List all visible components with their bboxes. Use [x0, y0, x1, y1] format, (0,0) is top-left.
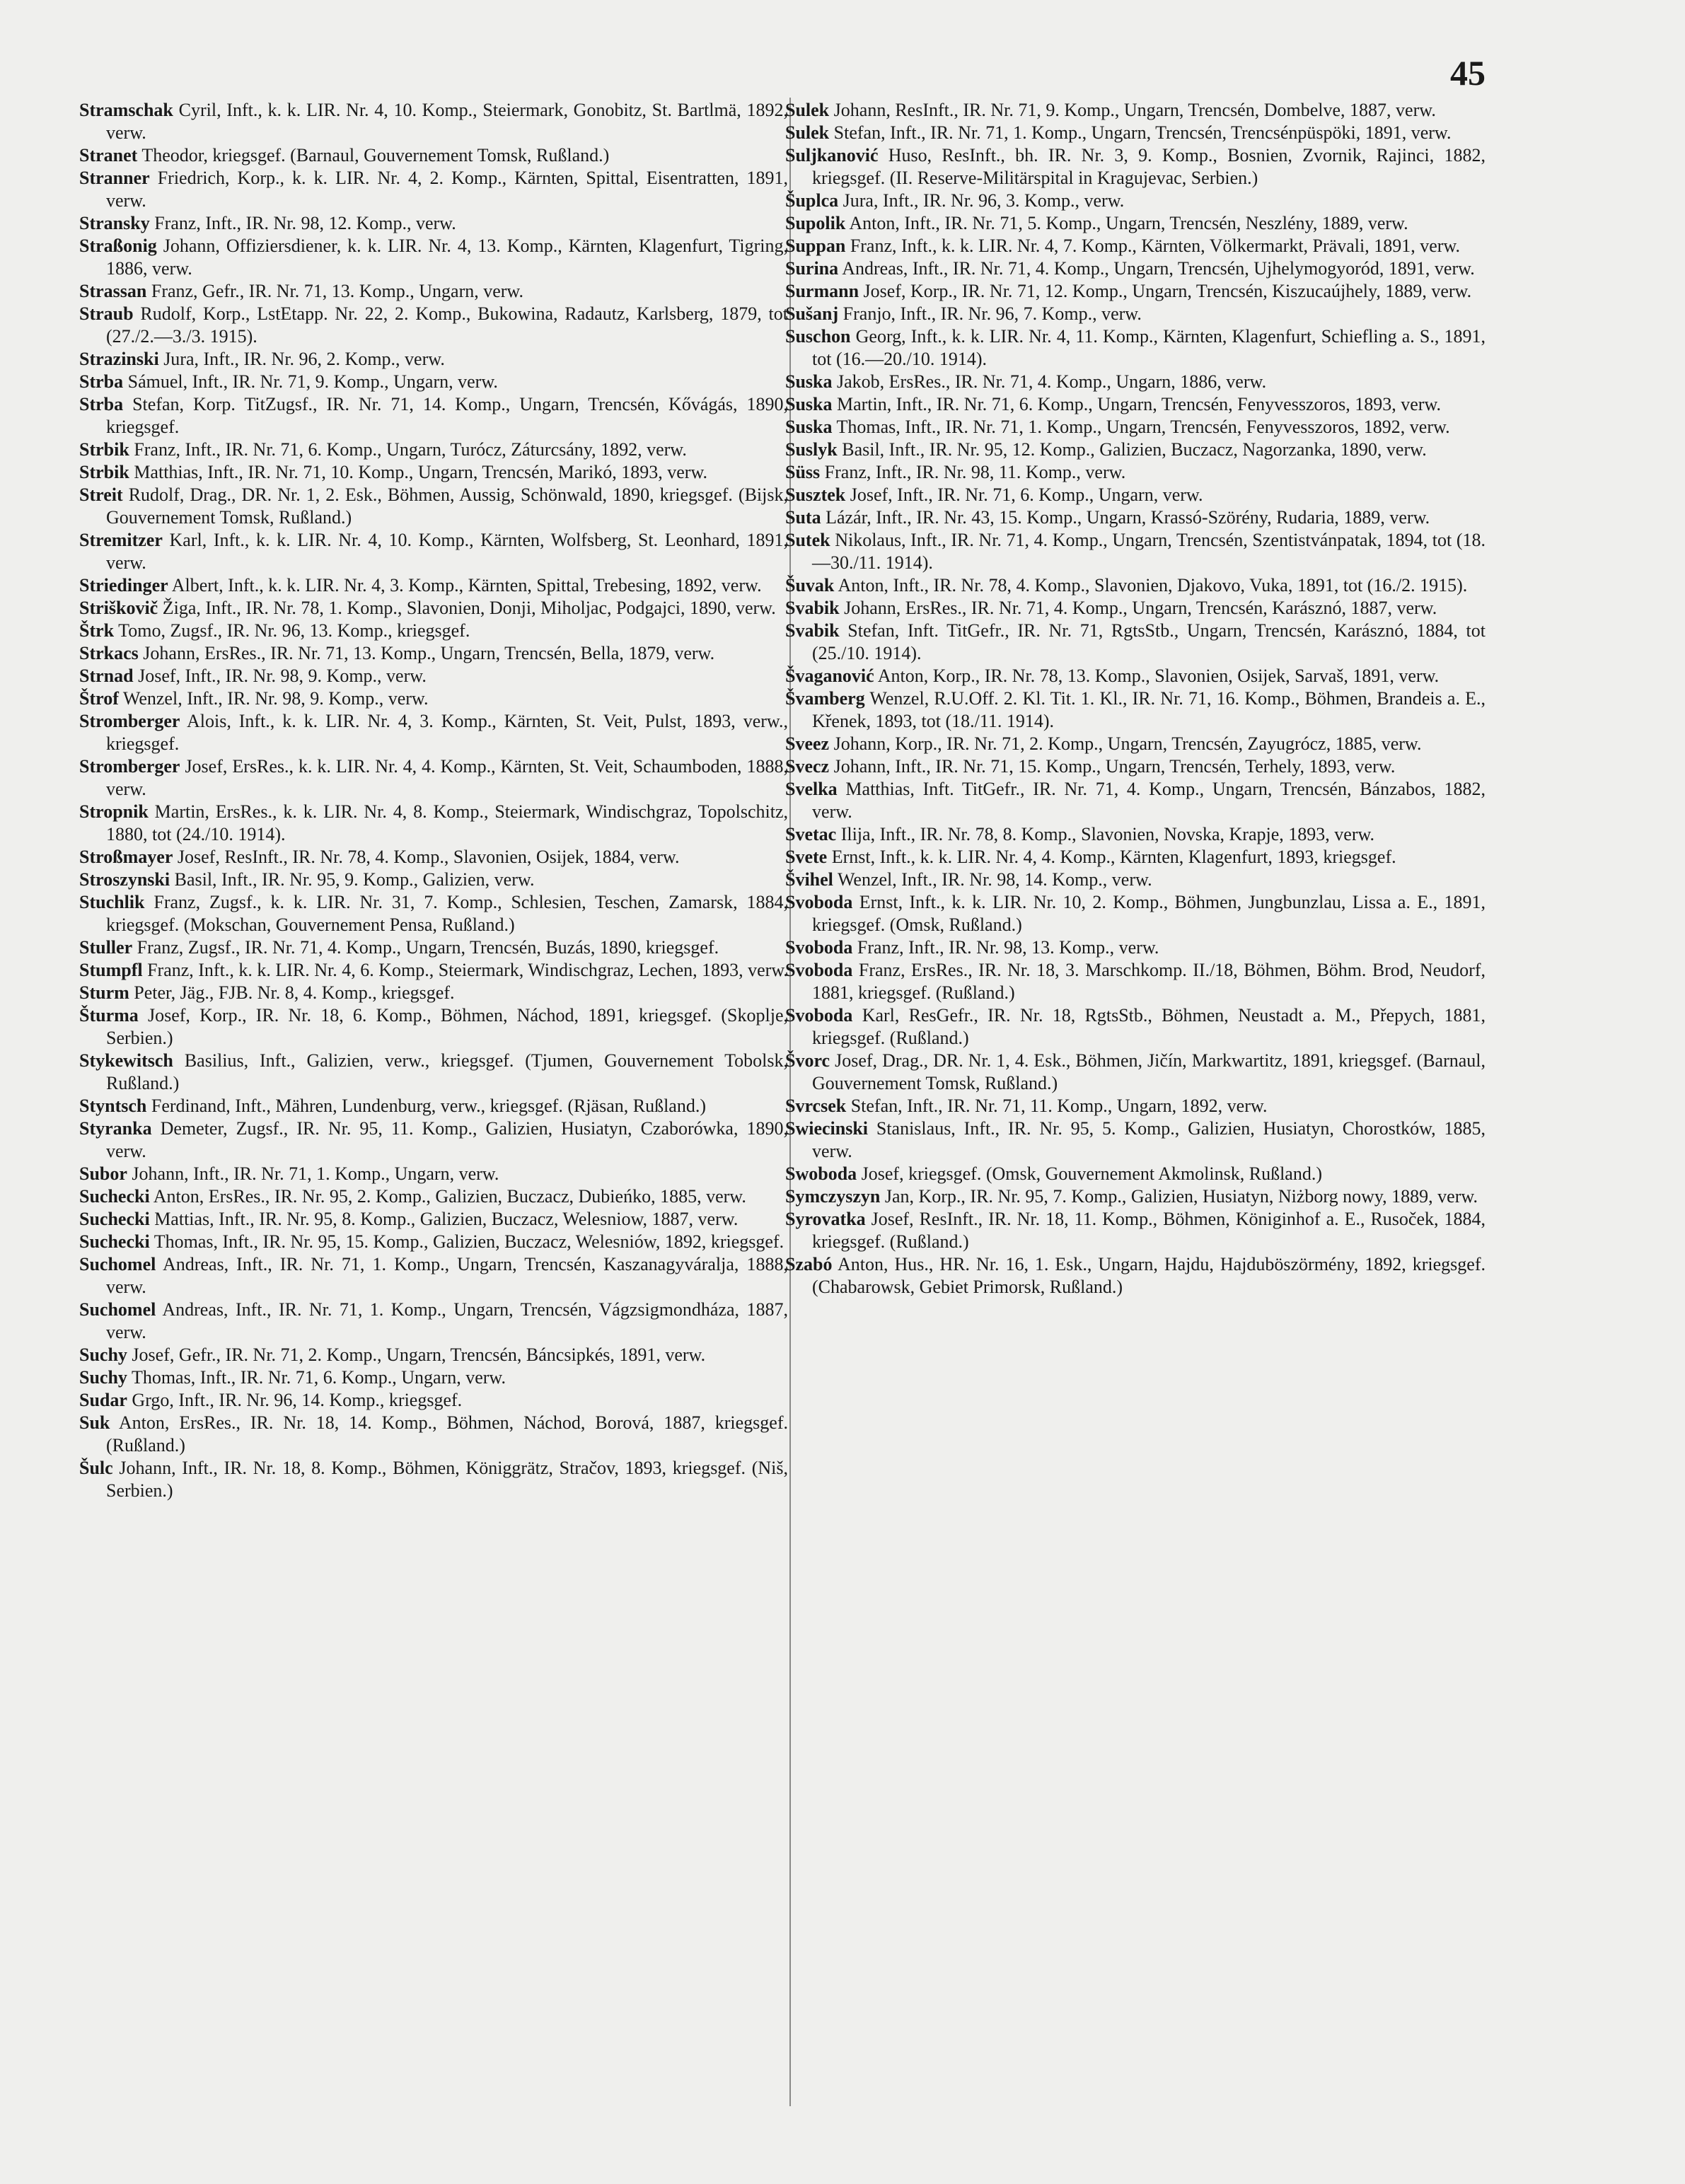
entry-details: Stefan, Inft., IR. Nr. 71, 11. Komp., Ungarn, 1892, verw.	[850, 1096, 1268, 1116]
entry-surname: Swiecinski	[785, 1118, 869, 1139]
entry-details: Josef, Korp., IR. Nr. 18, 6. Komp., Böhmen, Náchod, 1891, kriegsgef. (Skoplje, Serbien.)	[106, 1005, 788, 1048]
entry-details: Josef, ErsRes., k. k. LIR. Nr. 4, 4. Komp., Kärnten, St. Veit, Schaumboden, 1888, verw.	[106, 756, 788, 799]
list-entry	[785, 122, 1486, 144]
list-entry	[79, 620, 788, 642]
entry-details: Josef, Drag., DR. Nr. 1, 4. Esk., Böhmen, Jičín, Markwartitz, 1891, kriegsgef. (Barnaul, Gouvernement Tomsk, Rußland.)	[812, 1050, 1486, 1093]
list-entry	[785, 280, 1486, 303]
list-entry	[79, 371, 788, 393]
entry-surname: Stuchlik	[79, 892, 145, 912]
entry-details: Johann, ResInft., IR. Nr. 71, 9. Komp., Ungarn, Trencsén, Dombelve, 1887, verw.	[833, 100, 1436, 120]
entry-surname: Štrk	[79, 620, 115, 641]
entry-details: Johann, ErsRes., IR. Nr. 71, 4. Komp., Ungarn, Trencsén, Karásznó, 1887, verw.	[844, 598, 1437, 618]
list-entry	[785, 190, 1486, 212]
list-entry	[785, 1050, 1486, 1095]
list-entry	[785, 325, 1486, 371]
entry-details: Stefan, Inft. TitGefr., IR. Nr. 71, RgtsStb., Ungarn, Trencsén, Karásznó, 1884, tot (25./10. 1914).	[812, 620, 1486, 663]
list-entry	[785, 416, 1486, 438]
entry-details: Ernst, Inft., k. k. LIR. Nr. 4, 4. Komp., Kärnten, Klagenfurt, 1893, kriegsgef.	[831, 847, 1396, 867]
list-entry	[785, 257, 1486, 280]
list-entry	[79, 982, 788, 1004]
list-entry	[79, 1004, 788, 1050]
entry-details: Anton, Hus., HR. Nr. 16, 1. Esk., Ungarn, Hajdu, Hajduböszörmény, 1892, kriegsgef. (Chabarowsk, Gebiet Primorsk, Rußland.)	[812, 1254, 1486, 1297]
entry-details: Thomas, Inft., IR. Nr. 95, 15. Komp., Galizien, Buczacz, Welesniów, 1892, kriegsgef.	[154, 1231, 784, 1252]
list-entry	[785, 438, 1486, 461]
list-entry	[785, 733, 1486, 755]
list-entry	[79, 99, 788, 144]
entry-surname: Sutek	[785, 530, 830, 550]
list-entry	[785, 778, 1486, 823]
entry-details: Rudolf, Korp., LstEtapp. Nr. 22, 2. Komp., Bukowina, Radautz, Karlsberg, 1879, tot (27./2.—3./3. 1915).	[106, 303, 789, 347]
entry-details: Andreas, Inft., IR. Nr. 71, 1. Komp., Ungarn, Trencsén, Kaszanagyváralja, 1888, verw.	[106, 1254, 788, 1297]
entry-surname: Svete	[785, 847, 828, 867]
entry-surname: Suta	[785, 507, 821, 528]
entry-surname: Streit	[79, 484, 123, 505]
entry-surname: Suk	[79, 1412, 110, 1433]
list-entry	[79, 1412, 788, 1457]
entry-details: Anton, Korp., IR. Nr. 78, 13. Komp., Slavonien, Osijek, Sarvaš, 1891, verw.	[877, 666, 1440, 686]
entry-details: Jura, Inft., IR. Nr. 96, 2. Komp., verw.	[163, 349, 445, 369]
list-entry	[79, 1050, 788, 1095]
entry-details: Theodor, kriegsgef. (Barnaul, Gouvernement Tomsk, Rußland.)	[141, 145, 610, 165]
list-entry	[79, 642, 788, 665]
list-entry	[785, 303, 1486, 325]
entry-details: Franz, Zugsf., k. k. LIR. Nr. 31, 7. Komp., Schlesien, Teschen, Zamarsk, 1884, kriegsgef. (Mokschan, Gouvernement Pensa, Rußland.)	[106, 892, 788, 935]
entry-details: Ernst, Inft., k. k. LIR. Nr. 10, 2. Komp., Böhmen, Jungbunzlau, Lissa a. E., 1891, kriegsgef. (Omsk, Rußland.)	[812, 892, 1486, 935]
list-entry	[785, 461, 1486, 484]
entry-surname: Strbik	[79, 439, 129, 460]
list-entry	[79, 755, 788, 801]
entry-surname: Susztek	[785, 484, 846, 505]
list-entry	[785, 212, 1486, 235]
entry-surname: Suska	[785, 417, 833, 437]
entry-surname: Strba	[79, 371, 124, 392]
entry-surname: Stranet	[79, 145, 138, 165]
entry-surname: Svelka	[785, 779, 838, 799]
entry-surname: Striedinger	[79, 575, 168, 596]
list-entry	[79, 801, 788, 846]
entry-surname: Stuller	[79, 937, 133, 958]
list-entry	[79, 461, 788, 484]
list-entry	[79, 1389, 788, 1412]
list-entry	[785, 235, 1486, 257]
entry-details: Thomas, Inft., IR. Nr. 71, 6. Komp., Ungarn, verw.	[131, 1367, 506, 1388]
entry-details: Matthias, Inft., IR. Nr. 71, 10. Komp., Ungarn, Trencsén, Marikó, 1893, verw.	[134, 462, 708, 482]
entry-surname: Straub	[79, 303, 134, 324]
entry-surname: Sturm	[79, 982, 129, 1003]
entry-details: Josef, kriegsgef. (Omsk, Gouvernement Akmolinsk, Rußland.)	[861, 1163, 1323, 1184]
list-entry	[785, 371, 1486, 393]
entry-surname: Suska	[785, 394, 833, 414]
entry-surname: Svabik	[785, 620, 840, 641]
entry-details: Anton, Inft., IR. Nr. 78, 4. Komp., Slavonien, Djakovo, Vuka, 1891, tot (16./2. 1915).	[838, 575, 1468, 596]
list-entry	[785, 529, 1486, 574]
entry-surname: Suchy	[79, 1367, 127, 1388]
entry-details: Thomas, Inft., IR. Nr. 71, 1. Komp., Ungarn, Trencsén, Fenyvesszoros, 1892, verw.	[836, 417, 1450, 437]
entry-details: Nikolaus, Inft., IR. Nr. 71, 4. Komp., Ungarn, Trencsén, Szentistvánpatak, 1894, tot (18.—30./11. 1914).	[812, 530, 1486, 573]
entry-surname: Švaganović	[785, 666, 874, 686]
list-entry	[79, 438, 788, 461]
entry-surname: Šturma	[79, 1005, 139, 1026]
entry-details: Josef, Inft., IR. Nr. 71, 6. Komp., Ungarn, verw.	[850, 484, 1203, 505]
entry-details: Josef, Korp., IR. Nr. 71, 12. Komp., Ungarn, Trencsén, Kiszucaújhely, 1889, verw.	[863, 281, 1472, 301]
entry-surname: Svoboda	[785, 892, 853, 912]
entry-surname: Svetac	[785, 824, 837, 844]
list-entry	[79, 393, 788, 438]
entry-details: Josef, ResInft., IR. Nr. 78, 4. Komp., Slavonien, Osijek, 1884, verw.	[177, 847, 680, 867]
entry-surname: Stumpfl	[79, 960, 143, 980]
list-entry	[79, 1366, 788, 1389]
entry-surname: Strbik	[79, 462, 129, 482]
list-entry	[79, 1457, 788, 1502]
entry-surname: Svoboda	[785, 1005, 853, 1026]
list-entry	[79, 484, 788, 529]
list-entry	[785, 620, 1486, 665]
list-entry	[785, 891, 1486, 936]
list-entry	[785, 597, 1486, 620]
list-entry	[785, 1185, 1486, 1208]
entry-details: Josef, ResInft., IR. Nr. 18, 11. Komp., Böhmen, Königinhof a. E., Rusoček, 1884, kriegsgef. (Rußland.)	[812, 1209, 1486, 1252]
entry-details: Franz, Gefr., IR. Nr. 71, 13. Komp., Ungarn, verw.	[151, 281, 524, 301]
entry-details: Ilija, Inft., IR. Nr. 78, 8. Komp., Slavonien, Novska, Krapje, 1893, verw.	[840, 824, 1375, 844]
right-column	[785, 99, 1486, 1299]
entry-details: Ferdinand, Inft., Mähren, Lundenburg, verw., kriegsgef. (Rjäsan, Rußland.)	[151, 1096, 706, 1116]
entry-details: Basilius, Inft., Galizien, verw., kriegsgef. (Tjumen, Gouvernement Tobolsk, Rußland.)	[106, 1050, 789, 1093]
entry-surname: Suslyk	[785, 439, 838, 460]
list-entry	[785, 393, 1486, 416]
entry-surname: Syrovatka	[785, 1209, 866, 1229]
entry-details: Johann, Korp., IR. Nr. 71, 2. Komp., Ungarn, Trencsén, Zayugrócz, 1885, verw.	[833, 733, 1422, 754]
entry-surname: Stranner	[79, 168, 150, 188]
entry-details: Lázár, Inft., IR. Nr. 43, 15. Komp., Ungarn, Krassó-Szörény, Rudaria, 1889, verw.	[826, 507, 1430, 528]
entry-surname: Styranka	[79, 1118, 152, 1139]
entry-details: Anton, Inft., IR. Nr. 71, 5. Komp., Ungarn, Trencsén, Neszlény, 1889, verw.	[849, 213, 1408, 233]
list-entry	[785, 484, 1486, 506]
entry-surname: Suchomel	[79, 1254, 156, 1274]
entry-details: Martin, Inft., IR. Nr. 71, 6. Komp., Ungarn, Trencsén, Fenyvesszoros, 1893, verw.	[837, 394, 1442, 414]
entry-details: Johann, ErsRes., IR. Nr. 71, 13. Komp., Ungarn, Trencsén, Bella, 1879, verw.	[143, 643, 715, 663]
list-entry	[785, 823, 1486, 846]
entry-surname: Subor	[79, 1163, 127, 1184]
entry-surname: Suchy	[79, 1344, 127, 1365]
list-entry	[785, 846, 1486, 869]
entry-surname: Strnad	[79, 666, 134, 686]
list-entry	[79, 529, 788, 574]
entry-details: Johann, Inft., IR. Nr. 71, 15. Komp., Ungarn, Trencsén, Terhely, 1893, verw.	[833, 756, 1396, 777]
entry-details: Stanislaus, Inft., IR. Nr. 95, 5. Komp., Galizien, Husiatyn, Chorostków, 1885, verw.	[812, 1118, 1486, 1161]
list-entry	[785, 506, 1486, 529]
entry-surname: Švihel	[785, 869, 833, 890]
entry-surname: Švamberg	[785, 688, 865, 709]
list-entry	[785, 936, 1486, 959]
entry-details: Josef, Inft., IR. Nr. 98, 9. Komp., verw.	[138, 666, 427, 686]
entry-details: Albert, Inft., k. k. LIR. Nr. 4, 3. Komp., Kärnten, Spittal, Trebesing, 1892, verw.	[171, 575, 762, 596]
entry-surname: Svoboda	[785, 960, 853, 980]
entry-details: Friedrich, Korp., k. k. LIR. Nr. 4, 2. Komp., Kärnten, Spittal, Eisentratten, 1891, verw.	[106, 168, 788, 211]
entry-details: Karl, ResGefr., IR. Nr. 18, RgtsStb., Böhmen, Neustadt a. M., Přepych, 1881, kriegsgef. (Rußland.)	[812, 1005, 1486, 1048]
entry-details: Franz, Inft., IR. Nr. 98, 12. Komp., verw.	[154, 213, 456, 233]
list-entry	[785, 1095, 1486, 1117]
entry-details: Franz, Inft., IR. Nr. 98, 13. Komp., verw.	[857, 937, 1159, 958]
entry-details: Andreas, Inft., IR. Nr. 71, 1. Komp., Ungarn, Trencsén, Vágzsigmondháza, 1887, verw.	[106, 1299, 788, 1342]
entry-details: Georg, Inft., k. k. LIR. Nr. 4, 11. Komp., Kärnten, Klagenfurt, Schiefling a. S., 1891, tot (16.—20./10. 1914).	[812, 326, 1486, 369]
list-entry	[79, 212, 788, 235]
list-entry	[785, 1004, 1486, 1050]
entry-surname: Sušanj	[785, 303, 839, 324]
entry-surname: Svabik	[785, 598, 840, 618]
entry-surname: Šulc	[79, 1458, 113, 1478]
entry-details: Wenzel, Inft., IR. Nr. 98, 9. Komp., verw.	[122, 688, 429, 709]
entry-details: Martin, ErsRes., k. k. LIR. Nr. 4, 8. Komp., Steiermark, Windischgraz, Topolschitz, 1880, tot (24./10. 1914).	[106, 801, 788, 844]
entry-surname: Svrcsek	[785, 1096, 847, 1116]
entry-details: Alois, Inft., k. k. LIR. Nr. 4, 3. Komp., Kärnten, St. Veit, Pulst, 1893, verw., kriegsgef.	[106, 711, 788, 754]
entry-surname: Suchecki	[79, 1231, 150, 1252]
list-entry	[785, 687, 1486, 733]
list-entry	[79, 167, 788, 212]
entry-details: Franz, Inft., k. k. LIR. Nr. 4, 6. Komp., Steiermark, Windischgraz, Lechen, 1893, verw.	[147, 960, 788, 980]
list-entry	[79, 280, 788, 303]
list-entry	[785, 869, 1486, 891]
entry-details: Basil, Inft., IR. Nr. 95, 12. Komp., Galizien, Buczacz, Nagorzanka, 1890, verw.	[842, 439, 1427, 460]
entry-surname: Suchecki	[79, 1209, 150, 1229]
list-entry	[79, 303, 788, 348]
entry-surname: Suschon	[785, 326, 851, 347]
entry-surname: Svecz	[785, 756, 830, 777]
entry-details: Basil, Inft., IR. Nr. 95, 9. Komp., Galizien, verw.	[174, 869, 535, 890]
list-entry	[79, 710, 788, 755]
entry-surname: Strazinski	[79, 349, 159, 369]
entry-details: Tomo, Zugsf., IR. Nr. 96, 13. Komp., kriegsgef.	[118, 620, 470, 641]
page-number: 45	[1450, 53, 1486, 93]
entry-surname: Stromberger	[79, 711, 180, 731]
entry-details: Sámuel, Inft., IR. Nr. 71, 9. Komp., Ungarn, verw.	[127, 371, 498, 392]
list-entry	[79, 597, 788, 620]
entry-details: Stefan, Inft., IR. Nr. 71, 1. Komp., Ungarn, Trencsén, Trencsénpüspöki, 1891, verw.	[833, 122, 1452, 143]
list-entry	[785, 755, 1486, 778]
entry-surname: Surmann	[785, 281, 859, 301]
list-entry	[785, 1117, 1486, 1163]
list-entry	[785, 1163, 1486, 1185]
entry-surname: Sveez	[785, 733, 830, 754]
entry-surname: Styntsch	[79, 1096, 147, 1116]
entry-details: Franz, ErsRes., IR. Nr. 18, 3. Marschkomp. II./18, Böhmen, Böhm. Brod, Neudorf, 1881, kriegsgef. (Rußland.)	[812, 960, 1486, 1003]
list-entry	[785, 144, 1486, 190]
entry-surname: Suchomel	[79, 1299, 156, 1320]
entry-surname: Švorc	[785, 1050, 830, 1071]
list-entry	[79, 1231, 788, 1253]
entry-details: Demeter, Zugsf., IR. Nr. 95, 11. Komp., Galizien, Husiatyn, Czaborówka, 1890, verw.	[106, 1118, 789, 1161]
entry-surname: Strassan	[79, 281, 147, 301]
entry-details: Cyril, Inft., k. k. LIR. Nr. 4, 10. Komp., Steiermark, Gonobitz, St. Bartlmä, 1892, verw.	[106, 100, 789, 143]
entry-surname: Stroßmayer	[79, 847, 173, 867]
entry-surname: Suppan	[785, 236, 846, 256]
entry-surname: Svoboda	[785, 937, 853, 958]
entry-details: Rudolf, Drag., DR. Nr. 1, 2. Esk., Böhmen, Aussig, Schönwald, 1890, kriegsgef. (Bijsk, Gouvernement Tomsk, Rußland.)	[106, 484, 788, 528]
entry-surname: Strba	[79, 394, 124, 414]
entry-surname: Stransky	[79, 213, 150, 233]
entry-details: Andreas, Inft., IR. Nr. 71, 4. Komp., Ungarn, Trencsén, Ujhelymogyoród, 1891, verw.	[842, 258, 1475, 279]
list-entry	[79, 891, 788, 936]
list-entry	[79, 235, 788, 280]
entry-surname: Stramschak	[79, 100, 173, 120]
entry-surname: Szabó	[785, 1254, 833, 1274]
entry-surname: Striškovič	[79, 598, 158, 618]
entry-surname: Süss	[785, 462, 821, 482]
entry-details: Johann, Inft., IR. Nr. 71, 1. Komp., Ungarn, verw.	[132, 1163, 499, 1184]
list-entry	[79, 936, 788, 959]
entry-details: Jan, Korp., IR. Nr. 95, 7. Komp., Galizien, Husiatyn, Niżborg nowy, 1889, verw.	[884, 1186, 1478, 1207]
entry-details: Anton, ErsRes., IR. Nr. 18, 14. Komp., Böhmen, Náchod, Borová, 1887, kriegsgef. (Rußland.)	[106, 1412, 788, 1456]
entry-details: Huso, ResInft., bh. IR. Nr. 3, 9. Komp., Bosnien, Zvornik, Rajinci, 1882, kriegsgef. (II. Reserve-Militärspital in Kragujevac, Serbien.)	[812, 145, 1486, 188]
entry-details: Franz, Zugsf., IR. Nr. 71, 4. Komp., Ungarn, Trencsén, Buzás, 1890, kriegsgef.	[137, 937, 719, 958]
entry-details: Matthias, Inft. TitGefr., IR. Nr. 71, 4. Komp., Ungarn, Trencsén, Bánzabos, 1882, verw.	[812, 779, 1486, 822]
list-entry	[79, 1344, 788, 1366]
entry-details: Franz, Inft., IR. Nr. 98, 11. Komp., verw.	[824, 462, 1126, 482]
entry-details: Franz, Inft., k. k. LIR. Nr. 4, 7. Komp., Kärnten, Völkermarkt, Prävali, 1891, verw.	[850, 236, 1460, 256]
entry-details: Wenzel, R.U.Off. 2. Kl. Tit. 1. Kl., IR. Nr. 71, 16. Komp., Böhmen, Brandeis a. E., Křenek, 1893, tot (18./11. 1914).	[812, 688, 1486, 731]
list-entry	[785, 574, 1486, 597]
entry-details: Stefan, Korp. TitZugsf., IR. Nr. 71, 14. Komp., Ungarn, Trencsén, Kővágás, 1890, kriegsgef.	[106, 394, 788, 437]
list-entry	[79, 1253, 788, 1299]
entry-surname: Surina	[785, 258, 839, 279]
entry-surname: Stroszynski	[79, 869, 170, 890]
list-entry	[785, 665, 1486, 687]
entry-surname: Suchecki	[79, 1186, 150, 1207]
list-entry	[79, 869, 788, 891]
entry-details: Jura, Inft., IR. Nr. 96, 3. Komp., verw.	[842, 190, 1125, 211]
entry-surname: Strkacs	[79, 643, 139, 663]
left-column	[79, 99, 788, 1502]
entry-surname: Stromberger	[79, 756, 180, 777]
entry-surname: Suska	[785, 371, 833, 392]
entry-details: Johann, Inft., IR. Nr. 18, 8. Komp., Böhmen, Königgrätz, Stračov, 1893, kriegsgef. (Niš, Serbien.)	[106, 1458, 789, 1501]
list-entry	[79, 348, 788, 371]
list-entry	[79, 574, 788, 597]
list-entry	[79, 959, 788, 982]
entry-details: Mattias, Inft., IR. Nr. 95, 8. Komp., Galizien, Buczacz, Welesniow, 1887, verw.	[154, 1209, 739, 1229]
entry-surname: Symczyszyn	[785, 1186, 881, 1207]
entry-details: Žiga, Inft., IR. Nr. 78, 1. Komp., Slavonien, Donji, Miholjac, Podgajci, 1890, verw.	[162, 598, 776, 618]
list-entry	[79, 1163, 788, 1185]
entry-details: Josef, Gefr., IR. Nr. 71, 2. Komp., Ungarn, Trencsén, Báncsipkés, 1891, verw.	[132, 1344, 706, 1365]
entry-details: Karl, Inft., k. k. LIR. Nr. 4, 10. Komp., Kärnten, Wolfsberg, St. Leonhard, 1891, verw.	[106, 530, 788, 573]
entry-surname: Suljkanović	[785, 145, 879, 165]
entry-details: Wenzel, Inft., IR. Nr. 98, 14. Komp., verw.	[837, 869, 1152, 890]
list-entry	[785, 99, 1486, 122]
list-entry	[79, 846, 788, 869]
list-entry	[79, 665, 788, 687]
entry-surname: Sudar	[79, 1390, 127, 1410]
entry-surname: Swoboda	[785, 1163, 857, 1184]
entry-surname: Šuplca	[785, 190, 839, 211]
entry-surname: Stykewitsch	[79, 1050, 173, 1071]
entry-details: Anton, ErsRes., IR. Nr. 95, 2. Komp., Galizien, Buczacz, Dubieńko, 1885, verw.	[153, 1186, 746, 1207]
list-entry	[79, 687, 788, 710]
entry-details: Franz, Inft., IR. Nr. 71, 6. Komp., Ungarn, Turócz, Záturcsány, 1892, verw.	[134, 439, 687, 460]
entry-details: Johann, Offiziersdiener, k. k. LIR. Nr. 4, 13. Komp., Kärnten, Klagenfurt, Tigring, 1886, verw.	[106, 236, 788, 279]
list-entry	[79, 1095, 788, 1117]
entry-details: Franjo, Inft., IR. Nr. 96, 7. Komp., verw.	[842, 303, 1142, 324]
entry-surname: Sulek	[785, 100, 830, 120]
list-entry	[79, 1208, 788, 1231]
list-entry	[79, 1299, 788, 1344]
entry-surname: Supolik	[785, 213, 846, 233]
list-entry	[785, 1208, 1486, 1253]
entry-details: Jakob, ErsRes., IR. Nr. 71, 4. Komp., Ungarn, 1886, verw.	[837, 371, 1267, 392]
list-entry	[785, 1253, 1486, 1299]
entry-surname: Sulek	[785, 122, 830, 143]
entry-surname: Šuvak	[785, 575, 835, 596]
entry-surname: Stremitzer	[79, 530, 163, 550]
entry-surname: Straßonig	[79, 236, 157, 256]
entry-details: Grgo, Inft., IR. Nr. 96, 14. Komp., kriegsgef.	[132, 1390, 463, 1410]
entry-surname: Stropnik	[79, 801, 149, 822]
list-entry	[79, 1185, 788, 1208]
list-entry	[79, 144, 788, 167]
list-entry	[79, 1117, 788, 1163]
entry-surname: Štrof	[79, 688, 119, 709]
list-entry	[785, 959, 1486, 1004]
entry-details: Peter, Jäg., FJB. Nr. 8, 4. Komp., kriegsgef.	[134, 982, 455, 1003]
